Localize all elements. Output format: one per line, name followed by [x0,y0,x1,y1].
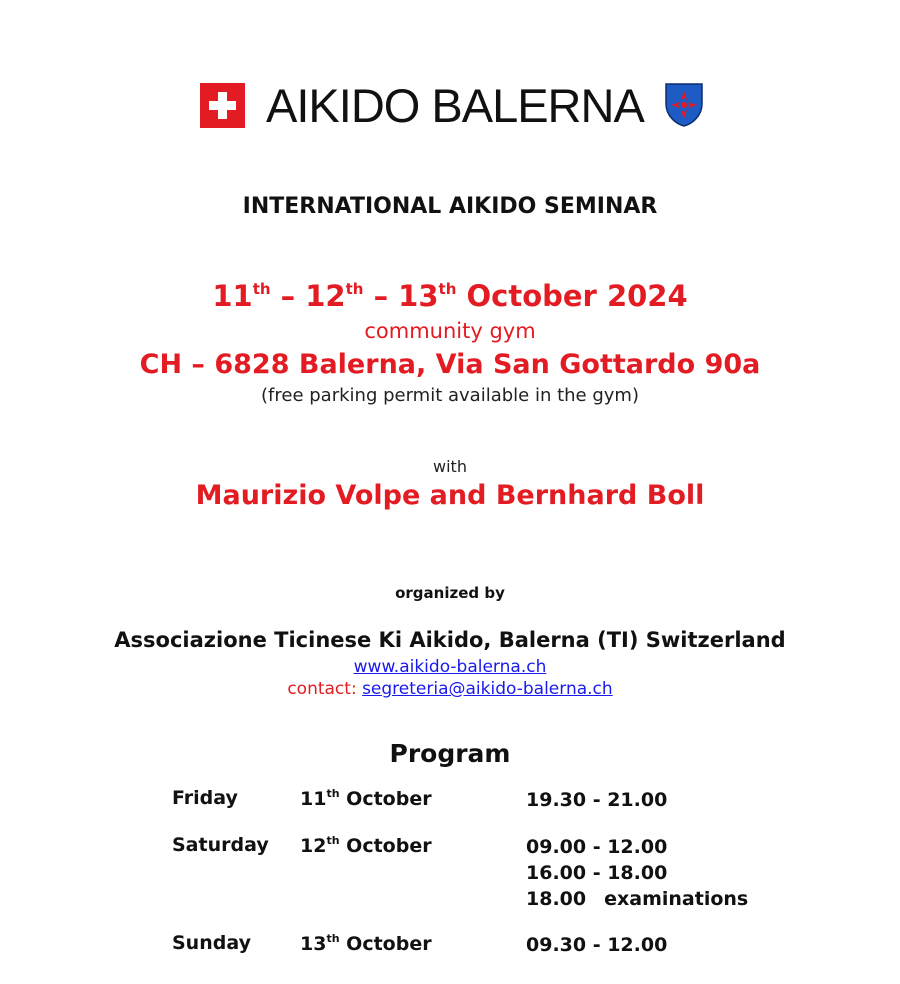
program-date-month: October [339,835,432,857]
program-times [526,787,667,813]
program-time-with-note [526,886,748,912]
seminar-title: INTERNATIONAL AIKIDO SEMINAR [242,194,658,219]
date-separator-2: – [363,279,399,313]
date-day-1-suffix: th [252,280,271,298]
date-separator-1: – [270,279,306,313]
balerna-coat-of-arms-icon [664,82,704,128]
email-link[interactable]: segreteria@aikido-balerna.ch [362,679,613,699]
program-day: Saturday [172,834,269,856]
program-time: 18.00 [526,888,587,910]
contact-line [0,679,900,699]
program-time: 09.30 - 12.00 [526,934,668,956]
program-date-month: October [339,933,432,955]
contact-label: contact: [287,679,363,699]
program-date-num: 11 [300,788,327,810]
teacher-names: Maurizio Volpe and Bernhard Boll [195,480,705,511]
with-label: with [433,457,467,476]
program-date-num: 13 [300,933,327,955]
date-day-3-suffix: th [438,280,457,298]
program-date [300,834,432,857]
date-day-2-suffix: th [345,280,364,298]
program-date-num: 12 [300,835,327,857]
page-header [0,80,900,132]
date-day-1: 11 [212,279,253,313]
seminar-dates [0,279,900,313]
swiss-flag-icon [200,83,245,128]
venue-address: CH – 6828 Balerna, Via San Gottardo 90a [139,349,761,380]
program-times [526,932,667,958]
organizer-name: Associazione Ticinese Ki Aikido, Balerna (TI) Switzerland [114,628,786,652]
date-day-2: 12 [305,279,346,313]
program-time: 09.00 - 12.00 [526,836,668,858]
program-time: 19.30 - 21.00 [526,789,668,811]
program-times [526,834,748,912]
venue-name: community gym [364,319,536,343]
organized-by-label: organized by [395,584,505,602]
program-date-suffix: th [326,787,340,800]
program-date [300,932,432,955]
website-link[interactable]: www.aikido-balerna.ch [353,657,547,677]
parking-note: (free parking permit available in the gym) [261,385,639,406]
program-time: 16.00 - 18.00 [526,862,668,884]
program-day: Friday [172,787,238,809]
program-title: Program [389,739,511,768]
program-note: examinations [604,888,749,910]
program-date-suffix: th [326,834,340,847]
program-date [300,787,432,810]
date-day-3: 13 [398,279,439,313]
program-day: Sunday [172,932,251,954]
brand-title: AIKIDO BALERNA [266,79,644,132]
program-date-month: October [339,788,432,810]
date-month-year: October 2024 [456,279,688,313]
program-date-suffix: th [326,932,340,945]
website-line [0,657,900,677]
